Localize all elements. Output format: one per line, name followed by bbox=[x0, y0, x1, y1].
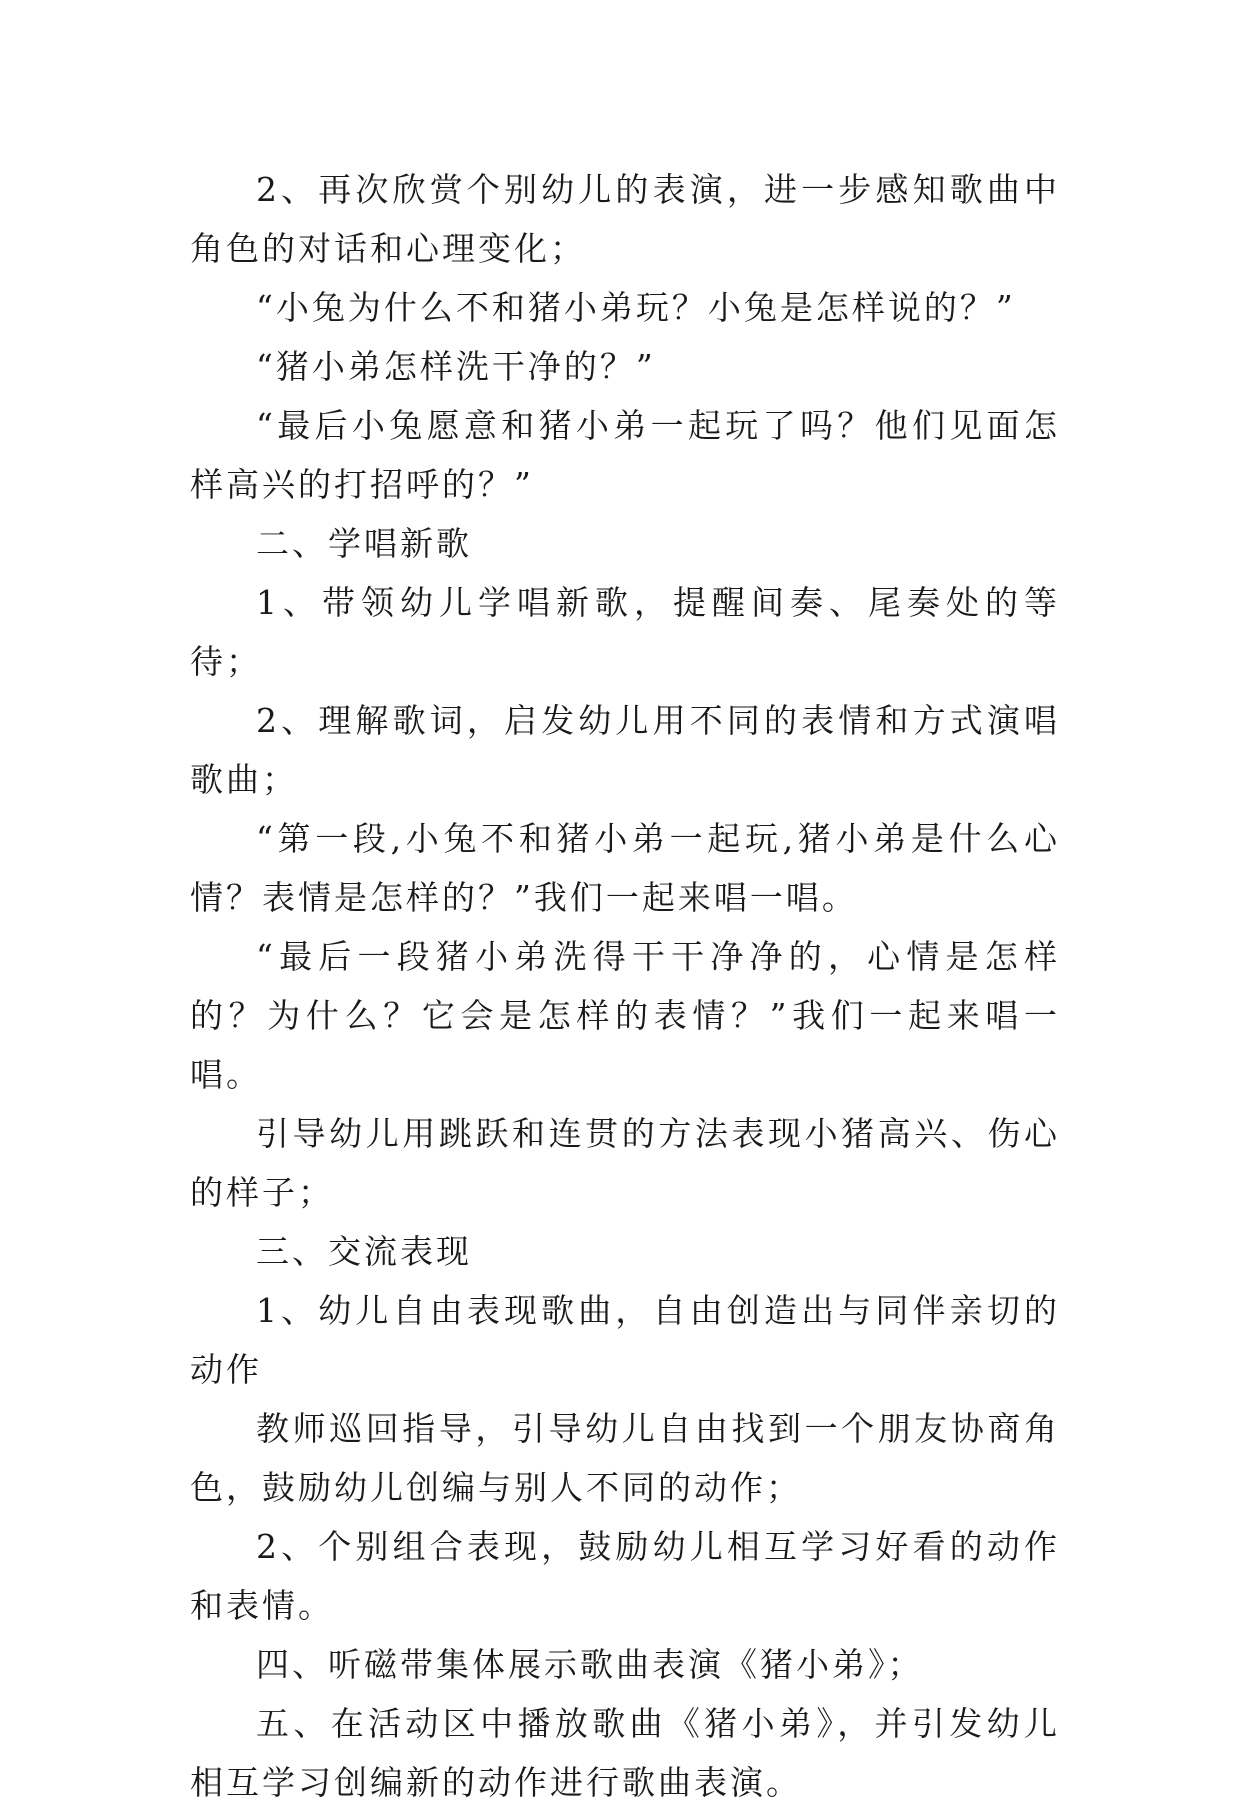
paragraph-free-expression: 1、幼儿自由表现歌曲，自由创造出与同伴亲切的动作 bbox=[190, 1291, 1060, 1389]
paragraph-appreciate-performance: 2、再次欣赏个别幼儿的表演，进一步感知歌曲中角色的对话和心理变化； bbox=[190, 170, 1060, 268]
paragraph-question-how-wash: “猪小弟怎样洗干净的？” bbox=[256, 347, 656, 386]
paragraph-first-verse: “第一段,小兔不和猪小弟一起玩,猪小弟是什么心情？表情是怎样的？”我们一起来唱一唱。 bbox=[190, 819, 1060, 917]
paragraph-question-why-not-play: “小兔为什么不和猪小弟玩？小兔是怎样说的？” bbox=[256, 288, 1016, 327]
document-body bbox=[190, 160, 1060, 1812]
section-heading-learn-song: 二、学唱新歌 bbox=[256, 524, 472, 563]
paragraph-understand-lyrics: 2、理解歌词，启发幼儿用不同的表情和方式演唱歌曲； bbox=[190, 701, 1060, 799]
paragraph-lead-singing: 1、带领幼儿学唱新歌，提醒间奏、尾奏处的等待； bbox=[190, 583, 1060, 681]
section-heading-activity-area: 五、在活动区中播放歌曲《猪小弟》，并引发幼儿相互学习创编新的动作进行歌曲表演。 bbox=[190, 1704, 1060, 1802]
paragraph-express-emotion: 引导幼儿用跳跃和连贯的方法表现小猪高兴、伤心的样子； bbox=[190, 1114, 1060, 1212]
paragraph-teacher-guidance: 教师巡回指导，引导幼儿自由找到一个朋友协商角色，鼓励幼儿创编与别人不同的动作； bbox=[190, 1409, 1060, 1507]
section-heading-group-show: 四、听磁带集体展示歌曲表演《猪小弟》； bbox=[256, 1645, 924, 1684]
paragraph-last-verse: “最后一段猪小弟洗得干干净净的，心情是怎样的？为什么？它会是怎样的表情？”我们一起来唱一唱。 bbox=[190, 937, 1060, 1094]
paragraph-question-play-together: “最后小兔愿意和猪小弟一起玩了吗？他们见面怎样高兴的打招呼的？” bbox=[190, 406, 1060, 504]
paragraph-group-performance: 2、个别组合表现，鼓励幼儿相互学习好看的动作和表情。 bbox=[190, 1527, 1060, 1625]
section-heading-exchange: 三、交流表现 bbox=[256, 1232, 472, 1271]
